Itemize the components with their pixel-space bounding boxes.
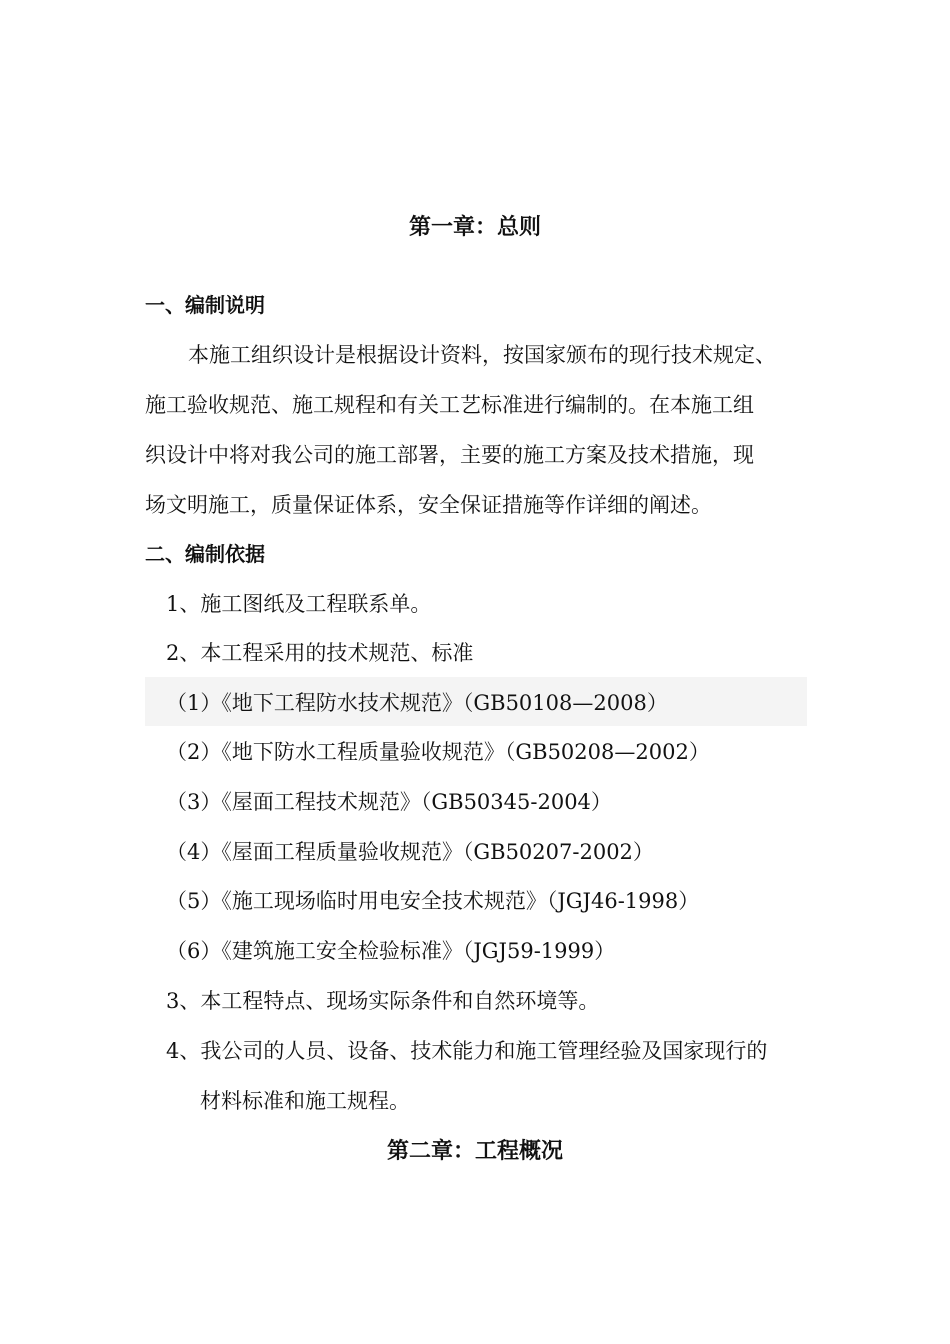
standard-item: （3）《屋面工程技术规范》（GB50345-2004）: [166, 790, 612, 814]
chapter-1-title: 第一章：总则: [408, 215, 541, 240]
chapter-2-title: 第二章：工程概况: [386, 1139, 563, 1164]
section-2-heading: 二、编制依据: [145, 542, 265, 566]
list-item: 3、本工程特点、现场实际条件和自然环境等。: [166, 989, 600, 1013]
list-item: 1、施工图纸及工程联系单。: [166, 592, 432, 616]
list-item-continuation: 材料标准和施工规程。: [200, 1089, 410, 1113]
paragraph-line: 场文明施工，质量保证体系，安全保证措施等作详细的阐述。: [145, 493, 712, 517]
standard-item: （1）《地下工程防水技术规范》（GB50108—2008）: [166, 691, 668, 715]
paragraph-line: 织设计中将对我公司的施工部署，主要的施工方案及技术措施，现: [145, 443, 754, 467]
list-item: 2、本工程采用的技术规范、标准: [166, 641, 474, 665]
standard-item: （2）《地下防水工程质量验收规范》（GB50208—2002）: [166, 740, 710, 764]
standard-item: （5）《施工现场临时用电安全技术规范》（JGJ46-1998）: [166, 889, 700, 913]
standard-item: （6）《建筑施工安全检验标准》（JGJ59-1999）: [166, 939, 616, 963]
paragraph-line: 施工验收规范、施工规程和有关工艺标准进行编制的。在本施工组: [145, 393, 754, 417]
paragraph-line: 本施工组织设计是根据设计资料，按国家颁布的现行技术规定、: [188, 343, 776, 367]
standard-item: （4）《屋面工程质量验收规范》（GB50207-2002）: [166, 840, 654, 864]
section-1-heading: 一、编制说明: [145, 293, 265, 317]
list-item: 4、我公司的人员、设备、技术能力和施工管理经验及国家现行的: [166, 1039, 768, 1063]
